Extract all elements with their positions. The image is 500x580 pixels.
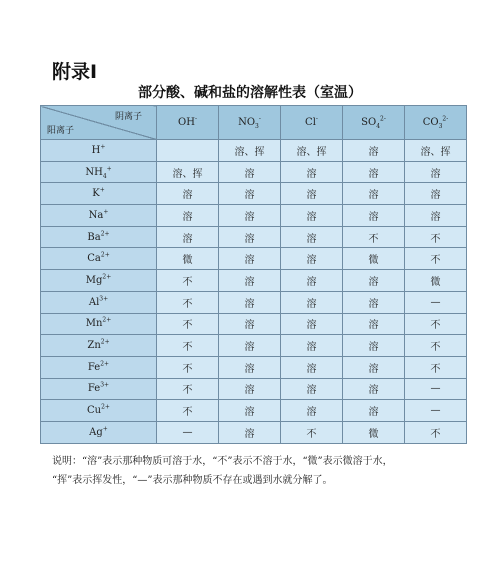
- solubility-cell: 不: [405, 335, 467, 357]
- cation-header: [41, 226, 157, 248]
- solubility-cell: 微: [157, 248, 219, 270]
- solubility-cell: —: [157, 421, 219, 443]
- ion-symbol: SO: [361, 117, 377, 128]
- ion-charge: 2+: [100, 338, 110, 346]
- table-row: [41, 291, 467, 313]
- explanation-note: [52, 452, 462, 490]
- ion-charge: 2+: [102, 317, 112, 325]
- table-header-row: [41, 106, 467, 140]
- ion-symbol: Al: [88, 296, 100, 308]
- ion-formula: [86, 318, 112, 329]
- table-row: [41, 161, 467, 183]
- solubility-cell: 溶: [219, 313, 281, 335]
- ion-charge: +: [106, 165, 112, 173]
- ion-subscript: 4: [102, 172, 107, 180]
- solubility-cell: 溶: [281, 161, 343, 183]
- note-line-1: 说明：“溶”表示那种物质可溶于水，“不”表示不溶于水，“微”表示微溶于水，: [52, 456, 393, 467]
- ion-formula: [89, 210, 109, 221]
- solubility-cell: 溶: [405, 205, 467, 227]
- ion-formula: [92, 145, 106, 156]
- ion-formula: [305, 117, 318, 128]
- solubility-cell: 溶: [281, 226, 343, 248]
- cation-header: [41, 140, 157, 162]
- solubility-cell: 溶: [281, 291, 343, 313]
- solubility-cell: 溶: [281, 356, 343, 378]
- ion-symbol: Mg: [85, 274, 103, 286]
- ion-charge: -: [315, 115, 318, 123]
- ion-charge: -: [258, 115, 261, 123]
- solubility-cell: 不: [157, 270, 219, 292]
- ion-charge: 3+: [99, 295, 109, 303]
- ion-symbol: OH: [178, 117, 195, 128]
- ion-formula: [88, 383, 109, 394]
- ion-symbol: NH: [85, 166, 103, 178]
- solubility-cell: 溶: [157, 226, 219, 248]
- ion-charge: -: [194, 115, 197, 123]
- solubility-cell: 溶: [219, 400, 281, 422]
- solubility-cell: —: [405, 378, 467, 400]
- table-row: [41, 226, 467, 248]
- solubility-cell: 不: [157, 356, 219, 378]
- cation-header: [41, 270, 157, 292]
- ion-symbol: Ca: [87, 253, 101, 265]
- solubility-cell: 溶: [405, 161, 467, 183]
- cation-header: [41, 248, 157, 270]
- solubility-cell: 溶: [281, 205, 343, 227]
- solubility-table: [40, 105, 467, 444]
- ion-formula: [88, 362, 109, 373]
- cation-header: [41, 161, 157, 183]
- ion-charge: 2+: [100, 360, 110, 368]
- ion-formula: [361, 117, 386, 128]
- ion-formula: [87, 232, 109, 243]
- solubility-cell: 溶: [343, 313, 405, 335]
- anion-header: [157, 106, 219, 140]
- solubility-cell: 溶、挥: [219, 140, 281, 162]
- ion-charge: +: [103, 208, 109, 216]
- solubility-cell: 微: [343, 421, 405, 443]
- solubility-cell: 不: [157, 335, 219, 357]
- ion-charge: 2-: [442, 115, 449, 123]
- solubility-cell: 溶: [343, 140, 405, 162]
- solubility-cell: 溶: [405, 183, 467, 205]
- solubility-cell: 溶: [157, 205, 219, 227]
- solubility-cell: 溶: [343, 270, 405, 292]
- cation-header: [41, 378, 157, 400]
- ion-formula: [86, 275, 112, 286]
- solubility-cell: 微: [343, 248, 405, 270]
- solubility-cell: 不: [405, 421, 467, 443]
- table-title: 部分酸、碱和盐的溶解性表（室温）: [138, 85, 362, 101]
- ion-formula: [85, 167, 111, 178]
- table-row: [41, 356, 467, 378]
- solubility-cell: 溶: [343, 205, 405, 227]
- ion-subscript: 3: [438, 123, 443, 130]
- solubility-cell: 溶: [219, 421, 281, 443]
- ion-formula: [87, 405, 110, 416]
- ion-charge: 2-: [380, 115, 386, 123]
- solubility-cell: —: [405, 291, 467, 313]
- solubility-cell: 溶: [219, 356, 281, 378]
- table-row: [41, 248, 467, 270]
- anion-axis-label: 阴离子: [114, 112, 142, 122]
- solubility-cell: 溶: [343, 183, 405, 205]
- solubility-cell: 溶、挥: [281, 140, 343, 162]
- ion-charge: +: [99, 186, 105, 194]
- ion-symbol: Ag: [89, 426, 103, 438]
- anion-header: [405, 106, 467, 140]
- solubility-cell: 溶: [219, 161, 281, 183]
- solubility-cell: 溶: [219, 291, 281, 313]
- solubility-cell: [157, 140, 219, 162]
- solubility-cell: 溶: [343, 356, 405, 378]
- ion-formula: [89, 297, 108, 308]
- ion-charge: 2+: [102, 273, 112, 281]
- table-row: [41, 378, 467, 400]
- ion-symbol: Cu: [87, 405, 102, 417]
- table-row: [41, 421, 467, 443]
- ion-charge: 2+: [100, 251, 110, 259]
- appendix-title: 附录Ⅰ: [52, 61, 98, 83]
- ion-formula: [87, 253, 109, 264]
- solubility-cell: 溶: [219, 248, 281, 270]
- table-row: [41, 140, 467, 162]
- ion-subscript: 3: [255, 123, 259, 130]
- solubility-cell: 溶: [219, 378, 281, 400]
- ion-formula: [89, 427, 108, 438]
- solubility-cell: 不: [157, 378, 219, 400]
- solubility-cell: 不: [281, 421, 343, 443]
- solubility-cell: 不: [405, 356, 467, 378]
- solubility-cell: 不: [405, 226, 467, 248]
- ion-formula: [238, 117, 261, 128]
- solubility-cell: —: [405, 400, 467, 422]
- solubility-cell: 溶: [219, 226, 281, 248]
- solubility-cell: 溶: [343, 335, 405, 357]
- anion-header: [219, 106, 281, 140]
- solubility-cell: 不: [343, 226, 405, 248]
- cation-header: [41, 291, 157, 313]
- solubility-cell: 溶: [281, 183, 343, 205]
- cation-header: [41, 335, 157, 357]
- ion-symbol: K: [92, 188, 100, 200]
- solubility-cell: 溶: [343, 378, 405, 400]
- ion-symbol: Zn: [87, 340, 101, 352]
- solubility-cell: 溶: [343, 291, 405, 313]
- ion-subscript: 4: [376, 123, 381, 130]
- solubility-cell: 溶: [281, 270, 343, 292]
- solubility-cell: 溶、挥: [157, 161, 219, 183]
- corner-cell: [41, 106, 157, 140]
- ion-symbol: Mn: [85, 318, 103, 330]
- ion-charge: 3+: [100, 382, 110, 390]
- ion-charge: +: [100, 143, 106, 151]
- solubility-cell: 溶: [281, 313, 343, 335]
- solubility-cell: 微: [405, 270, 467, 292]
- ion-symbol: H: [91, 144, 101, 156]
- table-row: [41, 313, 467, 335]
- ion-formula: [178, 117, 197, 128]
- ion-symbol: Fe: [87, 361, 101, 373]
- solubility-cell: 溶: [219, 270, 281, 292]
- solubility-cell: 溶: [281, 248, 343, 270]
- ion-charge: 2+: [101, 403, 110, 411]
- solubility-cell: 溶: [219, 205, 281, 227]
- cation-header: [41, 400, 157, 422]
- table-body: [41, 140, 467, 444]
- solubility-cell: 溶: [281, 400, 343, 422]
- table-row: [41, 205, 467, 227]
- ion-symbol: CO: [422, 117, 439, 128]
- solubility-cell: 溶: [343, 400, 405, 422]
- ion-charge: 2+: [100, 230, 110, 238]
- ion-symbol: Ba: [87, 231, 101, 243]
- ion-formula: [92, 188, 105, 199]
- anion-header: [343, 106, 405, 140]
- ion-symbol: Na: [88, 209, 104, 221]
- solubility-cell: 溶: [281, 378, 343, 400]
- ion-symbol: NO: [238, 117, 256, 128]
- anion-header: [281, 106, 343, 140]
- cation-header: [41, 205, 157, 227]
- cation-header: [41, 183, 157, 205]
- note-line-2: “挥”表示挥发性，“—”表示那种物质不存在或遇到水就分解了。: [52, 475, 333, 486]
- cation-header: [41, 421, 157, 443]
- solubility-cell: 不: [405, 313, 467, 335]
- solubility-cell: 不: [405, 248, 467, 270]
- ion-charge: +: [102, 425, 108, 433]
- table-row: [41, 270, 467, 292]
- table-row: [41, 335, 467, 357]
- solubility-cell: 溶、挥: [405, 140, 467, 162]
- table-row: [41, 183, 467, 205]
- cation-header: [41, 313, 157, 335]
- solubility-cell: 溶: [343, 161, 405, 183]
- solubility-cell: 不: [157, 313, 219, 335]
- ion-formula: [423, 117, 449, 128]
- solubility-cell: 溶: [281, 335, 343, 357]
- ion-formula: [87, 340, 109, 351]
- ion-symbol: Cl: [305, 117, 316, 128]
- cation-axis-label: 阳离子: [47, 126, 75, 136]
- solubility-cell: 溶: [219, 183, 281, 205]
- solubility-cell: 不: [157, 400, 219, 422]
- solubility-cell: 溶: [157, 183, 219, 205]
- solubility-cell: 溶: [219, 335, 281, 357]
- solubility-cell: 不: [157, 291, 219, 313]
- ion-symbol: Fe: [87, 383, 101, 395]
- cation-header: [41, 356, 157, 378]
- table-row: [41, 400, 467, 422]
